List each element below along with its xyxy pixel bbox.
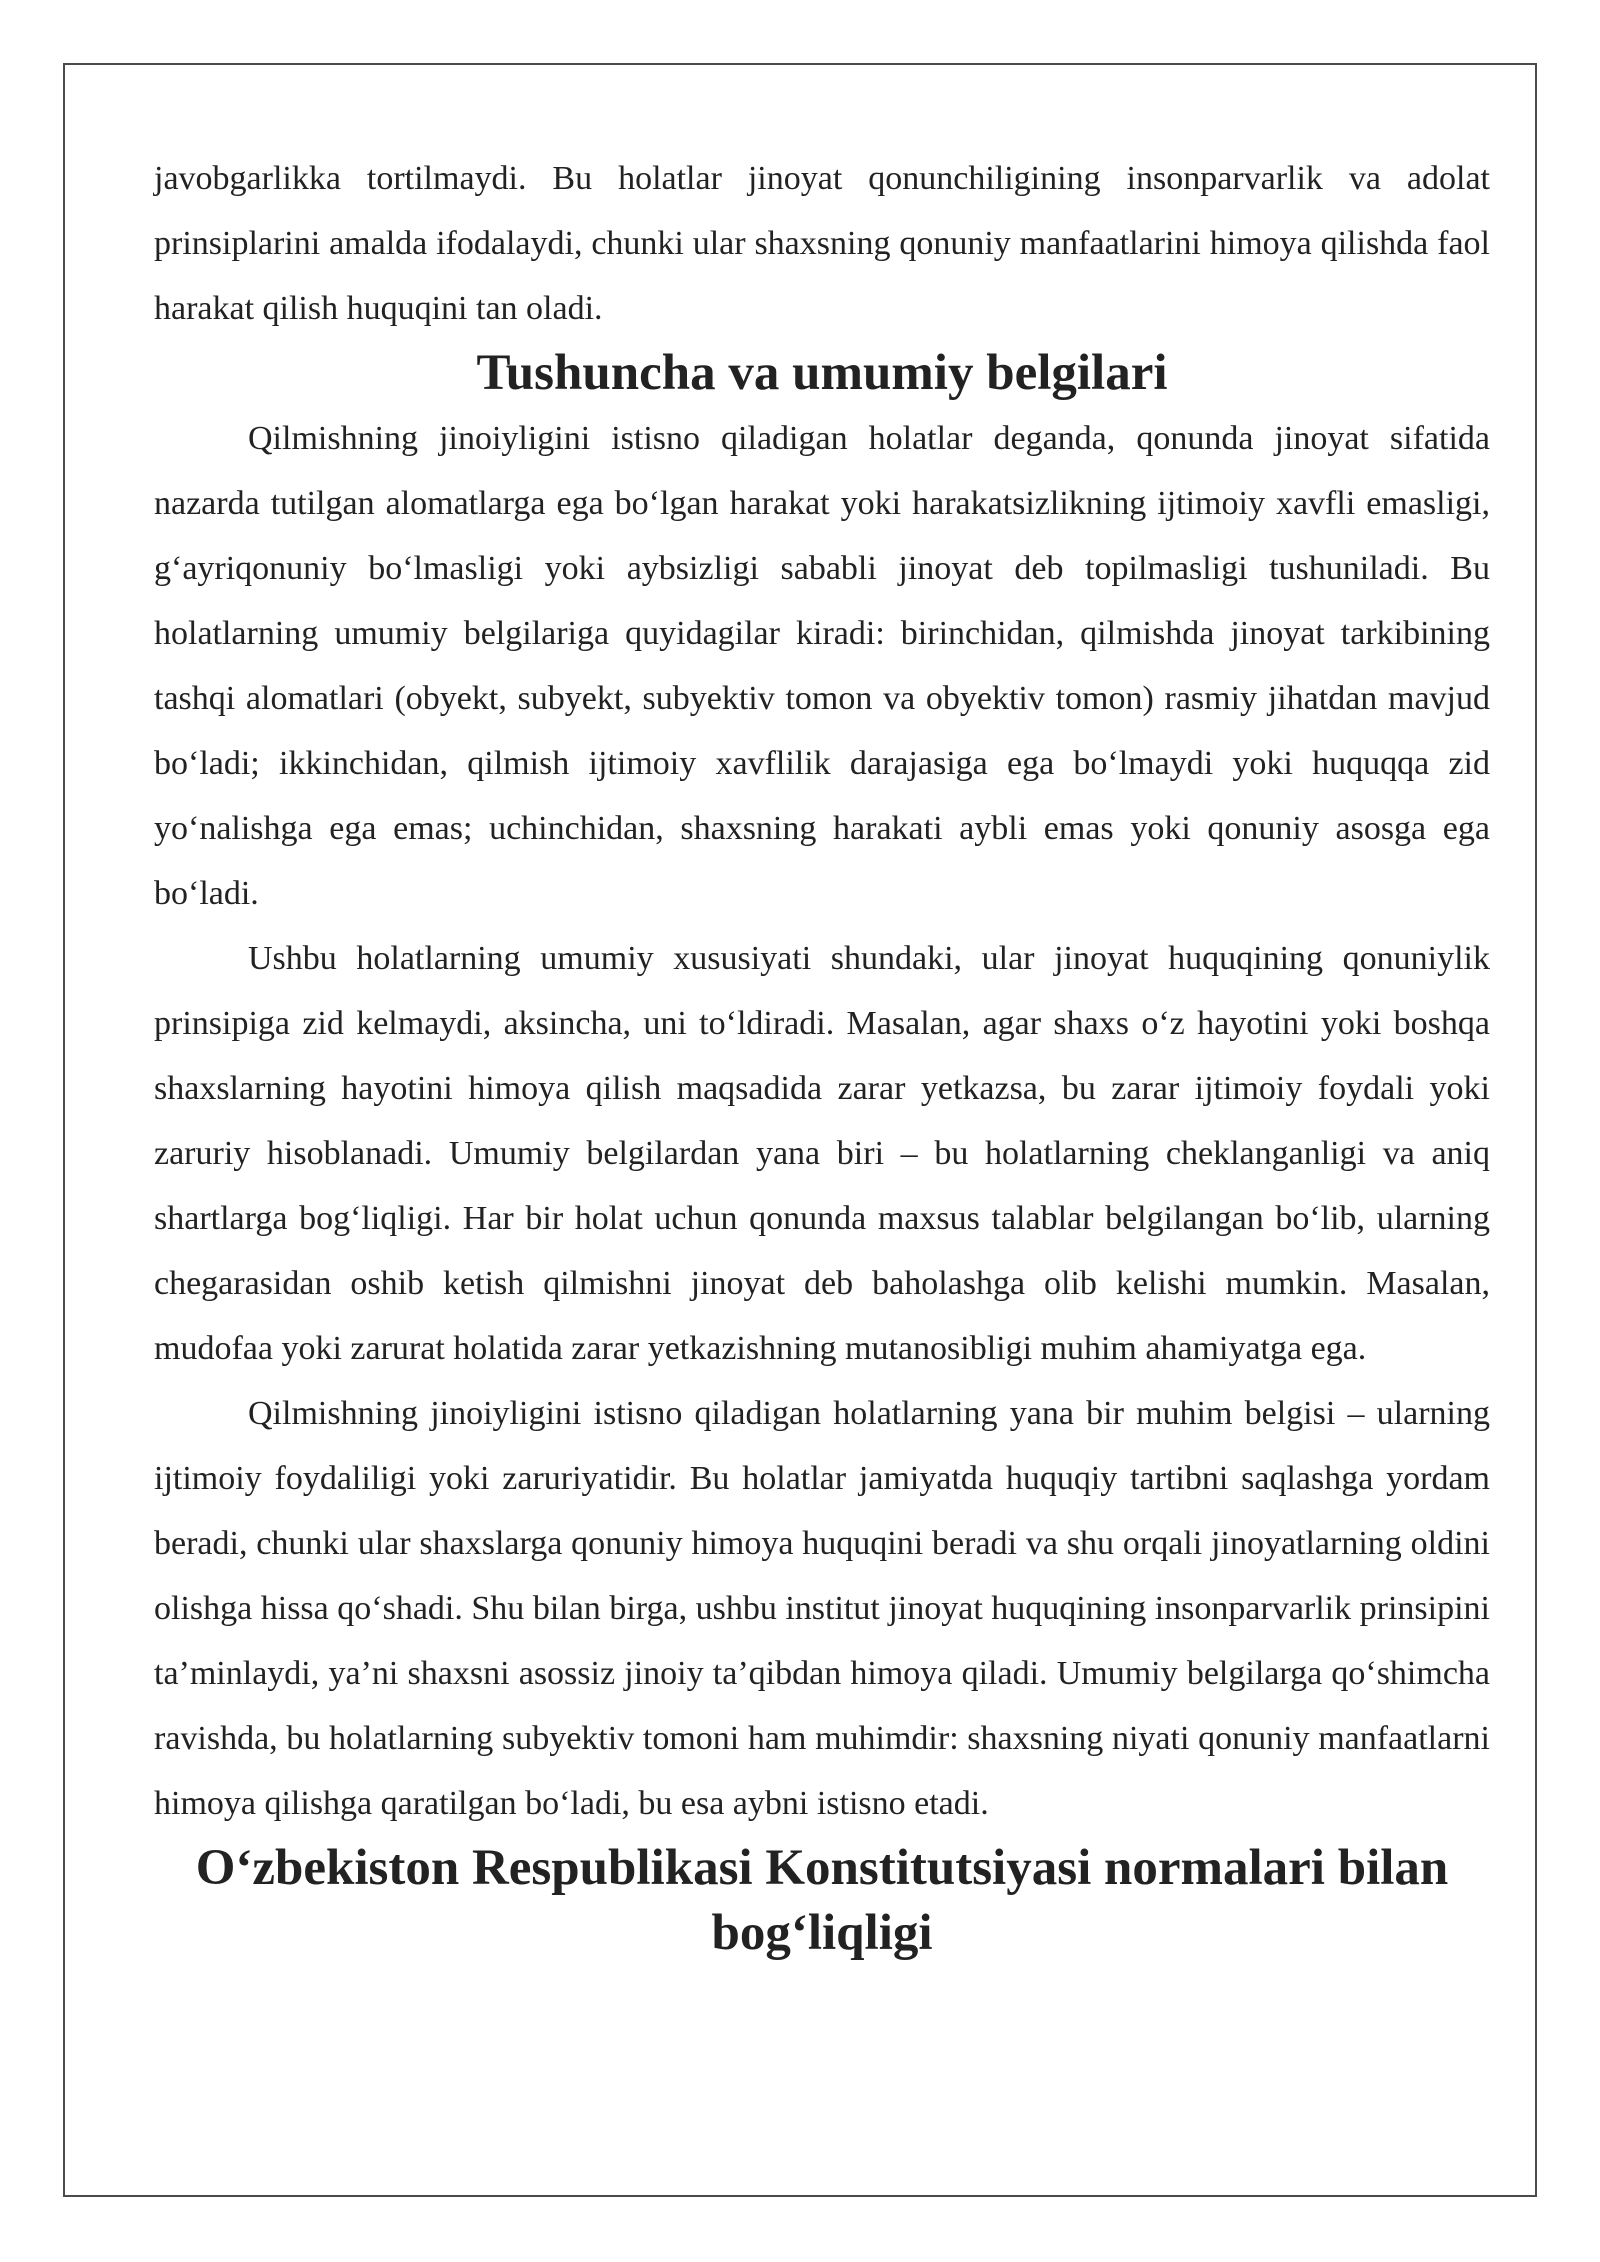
paragraph-social-utility: Qilmishning jinoiyligini istisno qiladigan holatlarning yana bir muhim belgisi – ularning ijtimoiy foydaliligi yoki zaruriyatidir. Bu holatlar jamiyatda huquqiy tartibni saqlashga yordam beradi, chunki ular shaxslarga qonuniy himoya huquqini beradi va shu orqali jinoyatlarning oldini olishga hissa qo‘shadi. Shu bilan birga, ushbu institut jinoyat huquqining insonparvarlik prinsipini ta’minlaydi, ya’ni shaxsni asossiz jinoiy ta’qibdan himoya qiladi. Umumiy belgilarga qo‘shimcha ravishda, bu holatlarning subyektiv tomoni ham muhimdir: shaxsning niyati qonuniy manfaatlarni himoya qilishga qaratilgan bo‘ladi, bu esa aybni istisno etadi. [154,1395,1490,1822]
paragraph-general-features: Ushbu holatlarning umumiy xususiyati shundaki, ular jinoyat huquqining qonuniylik prinsipiga zid kelmaydi, aksincha, uni to‘ldiradi. Masalan, agar shaxs o‘z hayotini yoki boshqa shaxslarning hayotini himoya qilish maqsadida zarar yetkazsa, bu zarar ijtimoiy foydali yoki zaruriy hisoblanadi. Umumiy belgilardan yana biri – bu holatlarning cheklanganligi va aniq shartlarga bog‘liqligi. Har bir holat uchun qonunda maxsus talablar belgilangan bo‘lib, ularning chegarasidan oshib ketish qilmishni jinoyat deb baholashga olib kelishi mumkin. Masalan, mudofaa yoki zarurat holatida zarar yetkazishning mutanosibligi muhim ahamiyatga ega. [154,940,1490,1367]
paragraph-definition: Qilmishning jinoiyligini istisno qiladigan holatlar deganda, qonunda jinoyat sifatida nazarda tutilgan alomatlarga ega bo‘lgan harakat yoki harakatsizlikning ijtimoiy xavfli emasligi, g‘ayriqonuniy bo‘lmasligi yoki aybsizligi sababli jinoyat deb topilmasligi tushuniladi. Bu holatlarning umumiy belgilariga quyidagilar kiradi: birinchidan, qilmishda jinoyat tarkibining tashqi alomatlari (obyekt, subyekt, subyektiv tomon va obyektiv tomon) rasmiy jihatdan mavjud bo‘ladi; ikkinchidan, qilmish ijtimoiy xavflilik darajasiga ega bo‘lmaydi yoki huquqqa zid yo‘nalishga ega emas; uchinchidan, shaxsning harakati aybli emas yoki qonuniy asosga ega bo‘ladi. [154,420,1490,912]
section-heading-concept: Tushuncha va umumiy belgilari [476,345,1168,401]
document-body [154,146,1490,1966]
paragraph-intro-continuation: javobgarlikka tortilmaydi. Bu holatlar jinoyat qonunchiligining insonparvarlik va adolat prinsiplarini amalda ifodalaydi, chunki ular shaxsning qonuniy manfaatlarini himoya qilishda faol harakat qilish huquqini tan oladi. [154,160,1490,327]
section-heading-constitution: O‘zbekiston Respublikasi Konstitutsiyasi normalari bilan bog‘liqligi [195,1840,1449,1961]
